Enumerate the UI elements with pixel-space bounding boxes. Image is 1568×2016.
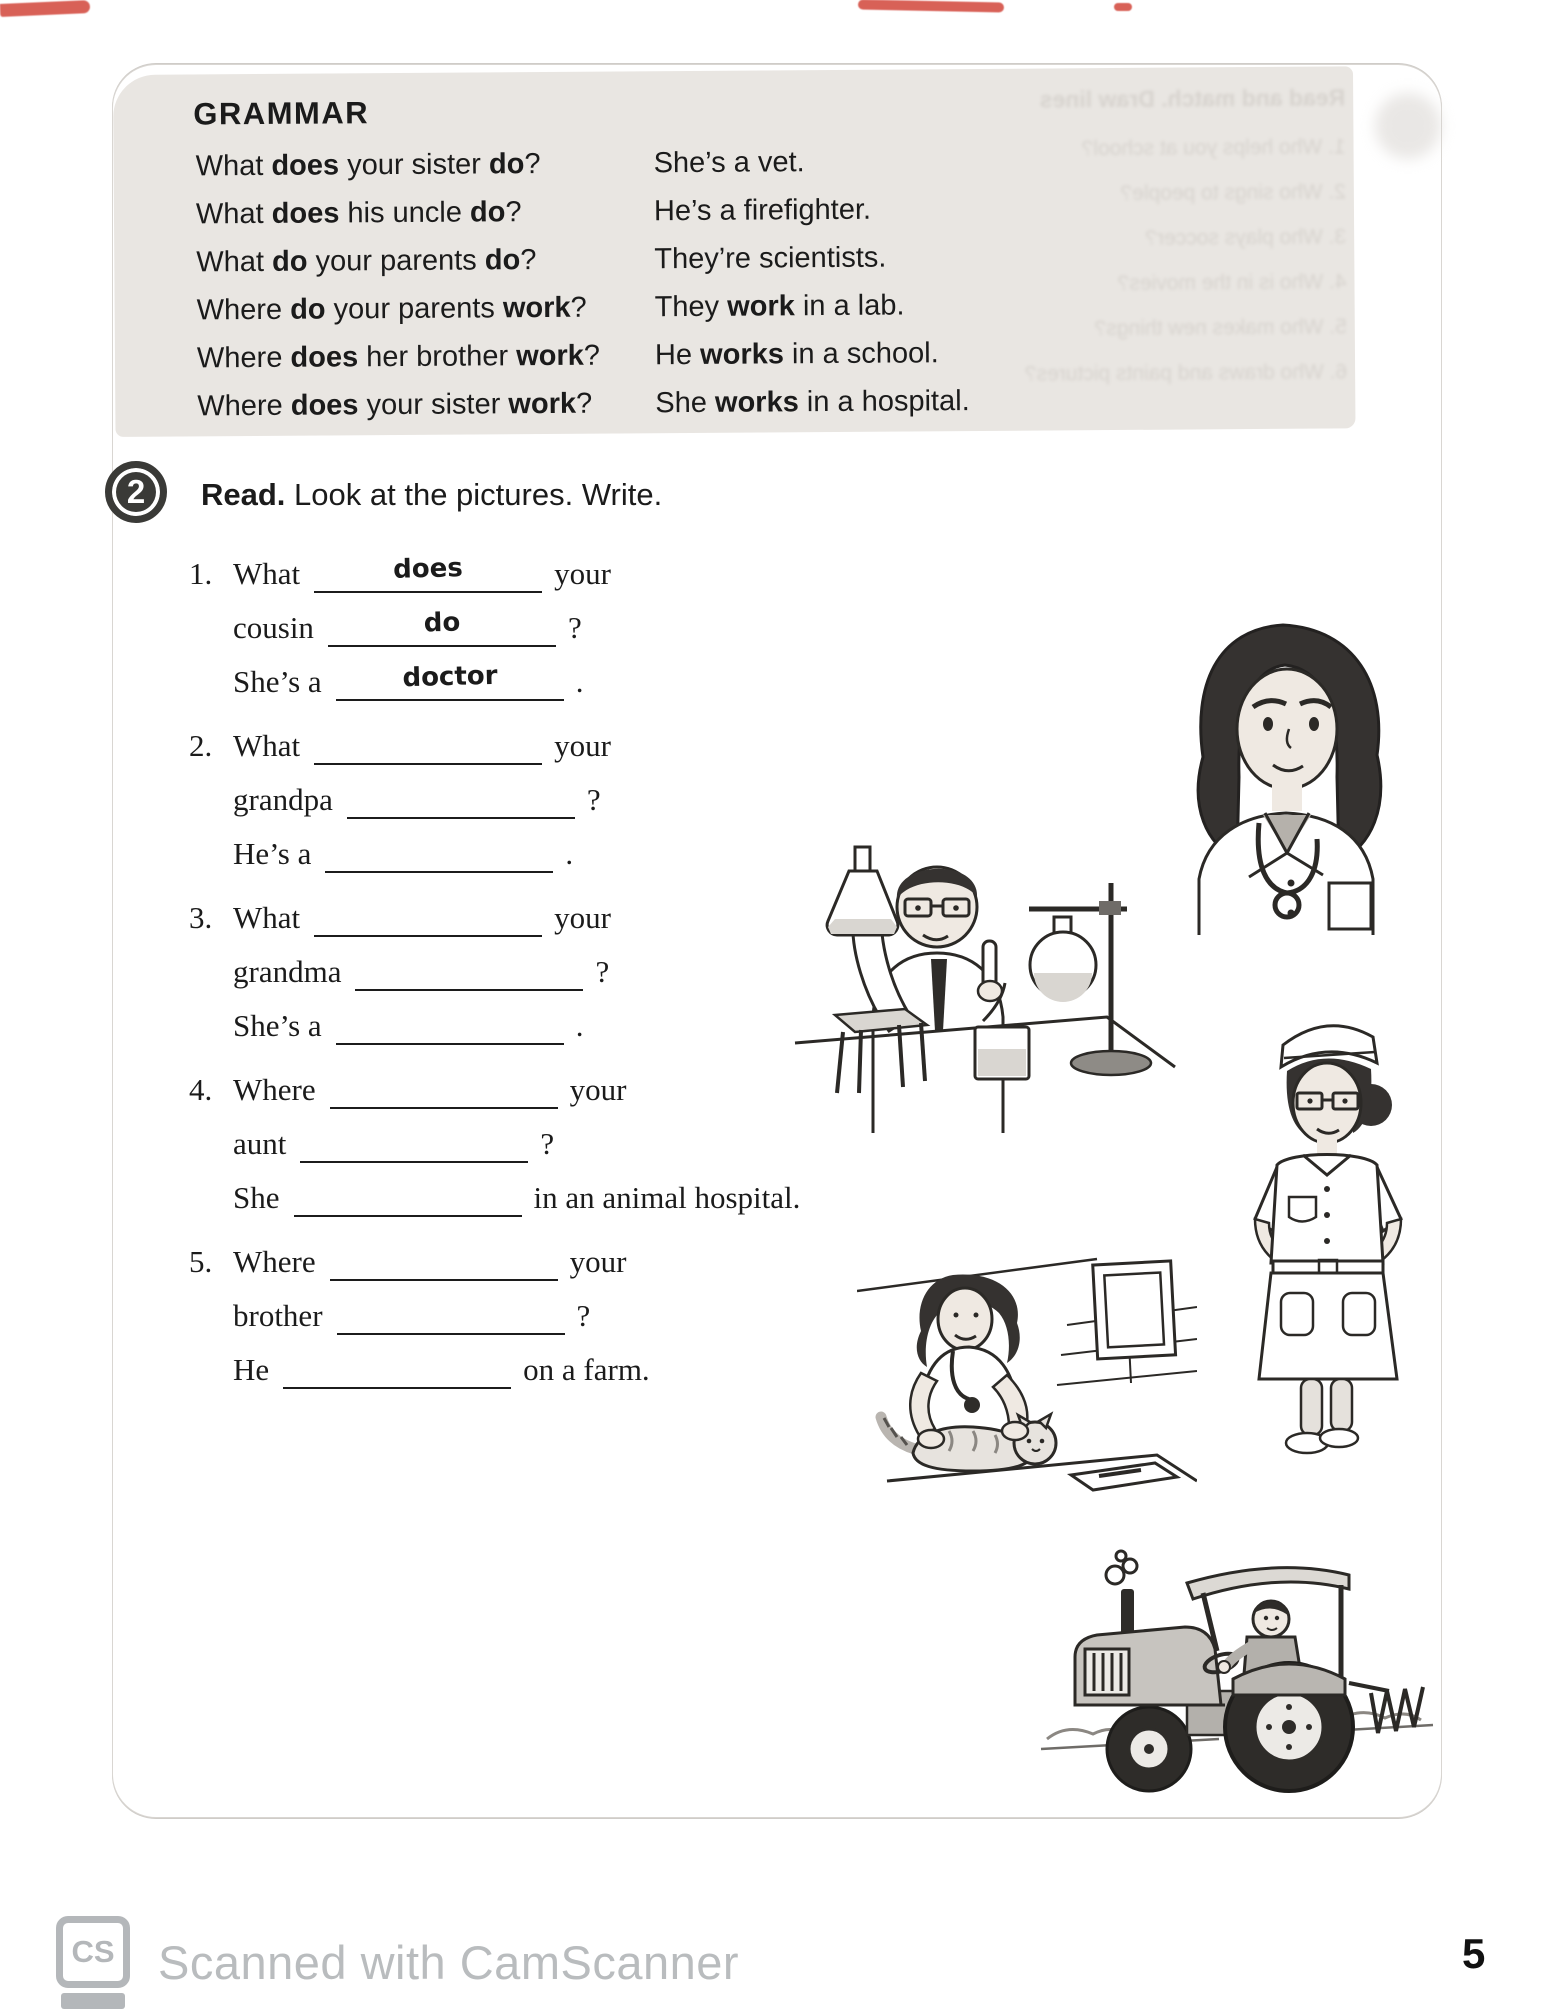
item-number: 5. — [189, 1244, 213, 1279]
line-text: She’s a — [233, 664, 322, 699]
cs-logo-base — [61, 1993, 125, 2009]
line-text: ? — [567, 610, 582, 645]
exercise-line — [189, 1335, 800, 1389]
line-text: What — [233, 728, 301, 763]
item-number: 4. — [189, 1072, 213, 1107]
workbook-page — [112, 64, 1442, 1818]
ghost-line: 5. Who makes new things? — [1094, 315, 1347, 341]
camscanner-watermark — [56, 1916, 739, 2010]
ghost-line: 1. Who helps you at school? — [1081, 135, 1346, 161]
exercise-line — [189, 991, 800, 1045]
scan-artifact — [0, 0, 90, 17]
exercise-line — [189, 765, 800, 819]
ghost-header: Read and match. Draw lines — [1039, 84, 1346, 113]
exercise-heading-rest: Look at the pictures. Write. — [285, 477, 663, 512]
line-text: your — [569, 1072, 627, 1107]
grammar-question: What do your parents do? — [196, 244, 537, 279]
answer-blank[interactable] — [314, 895, 542, 937]
line-text: your — [554, 556, 611, 591]
answer-blank[interactable] — [355, 949, 583, 991]
line-text: ? — [540, 1126, 555, 1161]
exercise-line — [189, 1281, 800, 1335]
exercise-line — [189, 883, 800, 937]
page-number: 5 — [1462, 1930, 1486, 1977]
exercise-line — [189, 937, 800, 991]
grammar-question: What does your sister do? — [195, 148, 541, 183]
grammar-answer: He’s a firefighter. — [653, 193, 872, 228]
exercise-number-badge: 2 — [105, 461, 167, 523]
handwritten-answer: do — [423, 607, 461, 639]
grammar-questions-column — [196, 150, 601, 422]
line-text: She’s a — [233, 1008, 322, 1043]
exercise-line — [189, 1109, 800, 1163]
handwritten-answer: doctor — [401, 660, 498, 694]
exercise-item — [189, 539, 800, 701]
line-text: Where — [233, 1244, 316, 1279]
line-text: . — [575, 664, 584, 699]
grammar-answer: He works in a school. — [654, 337, 939, 372]
scan-smudge — [1375, 93, 1441, 159]
line-text: ? — [586, 782, 601, 817]
exercise-item — [189, 883, 800, 1045]
exercise-line — [189, 711, 800, 765]
exercise-items — [189, 539, 800, 1389]
answer-blank[interactable] — [294, 1175, 522, 1217]
exercise-line — [189, 1163, 800, 1217]
line-text: your — [569, 1244, 627, 1279]
grammar-answer: They’re scientists. — [654, 241, 887, 276]
exercise-line — [189, 819, 800, 873]
grammar-question: Where do your parents work? — [196, 291, 587, 327]
line-text: aunt — [233, 1126, 287, 1161]
ghost-line: 6. Who draws and paints pictures? — [1024, 360, 1348, 386]
nurse-illustration — [1225, 1005, 1433, 1455]
ghost-line: 3. Who plays soccer? — [1145, 225, 1347, 250]
answer-blank[interactable] — [283, 1347, 511, 1389]
camscanner-text: Scanned with CamScanner — [158, 1936, 740, 1989]
scan-artifact — [1114, 3, 1132, 11]
ghost-line: 4. Who is in the movies? — [1117, 270, 1347, 295]
line-text: She — [233, 1180, 280, 1215]
item-number: 1. — [189, 556, 213, 591]
answer-blank[interactable] — [336, 1003, 564, 1045]
camscanner-logo-icon — [56, 1916, 130, 2009]
grammar-question: Where does her brother work? — [196, 339, 601, 375]
answer-blank[interactable] — [337, 1293, 565, 1335]
exercise-line — [189, 1227, 800, 1281]
line-text: ? — [576, 1298, 591, 1333]
line-text: your — [554, 728, 611, 763]
answer-blank[interactable] — [330, 1067, 558, 1109]
ghost-line: 2. Who sings to people? — [1120, 180, 1346, 205]
doctor-illustration — [1141, 617, 1433, 935]
line-text: What — [233, 556, 301, 591]
line-text: He — [233, 1352, 270, 1387]
exercise-item — [189, 711, 800, 873]
line-text: What — [233, 900, 301, 935]
line-text: grandma — [233, 954, 342, 989]
grammar-answers-column — [654, 147, 970, 418]
exercise-line — [189, 539, 800, 593]
grammar-question: What does his uncle do? — [195, 196, 522, 231]
line-text: on a farm. — [523, 1352, 650, 1387]
answer-blank[interactable] — [314, 551, 542, 593]
exercise-line — [189, 1055, 800, 1109]
exercise-line — [189, 647, 800, 701]
answer-blank[interactable] — [330, 1239, 558, 1281]
line-text: Where — [233, 1072, 316, 1107]
answer-blank[interactable] — [328, 605, 556, 647]
scan-artifact — [858, 0, 1004, 13]
scientist-illustration — [777, 819, 1181, 1133]
line-text: brother — [233, 1298, 323, 1333]
answer-blank[interactable] — [300, 1121, 528, 1163]
item-number: 3. — [189, 900, 213, 935]
exercise-item — [189, 1227, 800, 1389]
answer-blank[interactable] — [347, 777, 575, 819]
vet-with-cat-illustration — [857, 1245, 1197, 1507]
exercise-item — [189, 1055, 800, 1217]
item-number: 2. — [189, 728, 213, 763]
farmer-tractor-illustration — [1037, 1541, 1437, 1811]
line-text: in an animal hospital. — [533, 1180, 801, 1215]
answer-blank[interactable] — [314, 723, 542, 765]
exercise-heading — [201, 467, 662, 523]
answer-blank[interactable] — [325, 831, 553, 873]
answer-blank[interactable] — [336, 659, 564, 701]
grammar-question: Where does your sister work? — [197, 387, 593, 423]
line-text: . — [575, 1008, 584, 1043]
line-text: cousin — [233, 610, 314, 645]
grammar-answer: She’s a vet. — [653, 146, 805, 180]
line-text: . — [565, 836, 574, 871]
grammar-answer: They work in a lab. — [654, 289, 905, 324]
line-text: your — [554, 900, 611, 935]
cs-logo-icon: CS — [56, 1916, 130, 1988]
grammar-box — [113, 66, 1355, 437]
exercise-heading-bold: Read. — [201, 477, 286, 512]
ghost-bleedthrough-text — [1024, 84, 1348, 406]
grammar-title: GRAMMAR — [193, 95, 370, 132]
exercise-line — [189, 593, 800, 647]
line-text: He’s a — [233, 836, 312, 871]
line-text: ? — [595, 954, 610, 989]
line-text: grandpa — [233, 782, 333, 817]
handwritten-answer: does — [392, 553, 464, 585]
grammar-answer: She works in a hospital. — [655, 385, 970, 420]
